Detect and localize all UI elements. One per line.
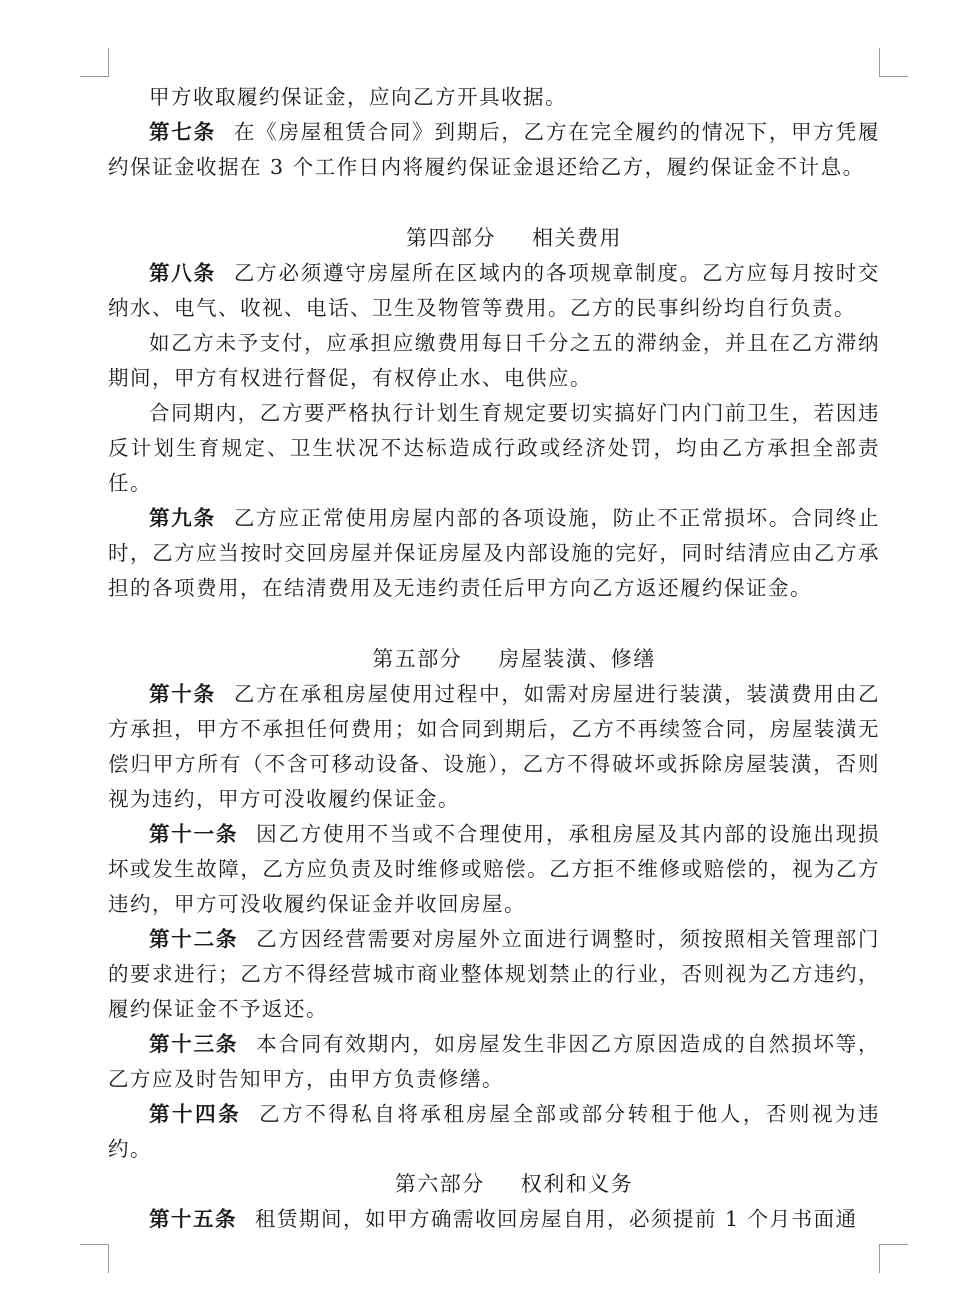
article-text: 因乙方使用不当或不合理使用，承租房屋及其内部的设施出现损坏或发生故障，乙方应负责及时维修或赔偿。乙方拒不维修或赔偿的，视为乙方违约，甲方可没收履约保证金并收回房屋。: [108, 822, 881, 916]
article-text: 乙方必须遵守房屋所在区域内的各项规章制度。乙方应每月按时交纳水、电气、收视、电话、卫生及物管等费用。乙方的民事纠纷均自行负责。: [108, 261, 881, 320]
article-12: [108, 922, 880, 1027]
article-8: [108, 256, 880, 326]
article-label: 第十一条: [149, 822, 239, 846]
article-label: 第十四条: [149, 1102, 242, 1126]
paragraph-text: 如乙方未予支付，应承担应缴费用每日千分之五的滞纳金，并且在乙方滞纳期间，甲方有权进行督促，有权停止水、电供应。: [108, 331, 880, 390]
article-text: 乙方因经营需要对房屋外立面进行调整时，须按照相关管理部门的要求进行；乙方不得经营城市商业整体规划禁止的行业，否则视为乙方违约，履约保证金不予返还。: [108, 927, 881, 1021]
article-label: 第七条: [149, 120, 216, 144]
article-label: 第十二条: [149, 927, 239, 951]
article-text: 乙方不得私自将承租房屋全部或部分转租于他人，否则视为违约。: [108, 1102, 881, 1161]
section-part: 第四部分: [406, 226, 496, 250]
article-label: 第八条: [149, 261, 216, 285]
paragraph-hygiene: [108, 396, 880, 501]
section-heading-6: [108, 1167, 880, 1202]
article-text: 本合同有效期内，如房屋发生非因乙方原因造成的自然损坏等，乙方应及时告知甲方，由甲方负责修缮。: [108, 1032, 881, 1091]
section-part: 第五部分: [372, 647, 463, 671]
page-corner-mark-top-right: [879, 48, 908, 77]
page-corner-mark-top-left: [80, 48, 109, 77]
article-7: [108, 115, 880, 185]
section-title: 权利和义务: [520, 1172, 634, 1196]
article-label: 第十三条: [149, 1032, 239, 1056]
article-text: 租赁期间，如甲方确需收回房屋自用，必须提前 1 个月书面通: [255, 1207, 858, 1231]
article-label: 第十五条: [149, 1207, 237, 1231]
article-text: 乙方在承租房屋使用过程中，如需对房屋进行装潢，装潢费用由乙方承担，甲方不承担任何费用；如合同到期后，乙方不再续签合同，房屋装潢无偿归甲方所有（不含可移动设备、设施），乙方不得破坏或拆除房屋装潢，否则视为违约，甲方可没收履约保证金。: [108, 682, 881, 811]
paragraph-text: 合同期内，乙方要严格执行计划生育规定要切实搞好门内门前卫生，若因违反计划生育规定、卫生状况不达标造成行政或经济处罚，均由乙方承担全部责任。: [108, 401, 880, 495]
paragraph-late-fee: [108, 326, 880, 396]
article-10: [108, 677, 880, 817]
document-page: [108, 80, 880, 1237]
section-title: 房屋装潢、修缮: [498, 647, 656, 671]
article-11: [108, 817, 880, 922]
section-title: 相关费用: [532, 226, 622, 250]
article-label: 第十条: [149, 682, 216, 706]
article-text: 乙方应正常使用房屋内部的各项设施，防止不正常损坏。合同终止时，乙方应当按时交回房屋并保证房屋及内部设施的完好，同时结清应由乙方承担的各项费用，在结清费用及无违约责任后甲方向乙方返还履约保证金。: [108, 506, 881, 600]
paragraph-text: 甲方收取履约保证金，应向乙方开具收据。: [149, 85, 567, 109]
section-heading-5: [108, 642, 880, 677]
article-14: [108, 1097, 880, 1167]
page-corner-mark-bottom-right: [879, 1244, 908, 1273]
section-part: 第六部分: [394, 1172, 485, 1196]
paragraph-deposit-receipt: [108, 80, 880, 115]
article-13: [108, 1027, 880, 1097]
article-text: 在《房屋租赁合同》到期后，乙方在完全履约的情况下，甲方凭履约保证金收据在 3 个工作日内将履约保证金退还给乙方，履约保证金不计息。: [108, 120, 881, 179]
section-heading-4: [108, 221, 880, 256]
article-9: [108, 501, 880, 606]
page-corner-mark-bottom-left: [80, 1244, 109, 1273]
article-15: [108, 1202, 880, 1237]
article-label: 第九条: [149, 506, 216, 530]
